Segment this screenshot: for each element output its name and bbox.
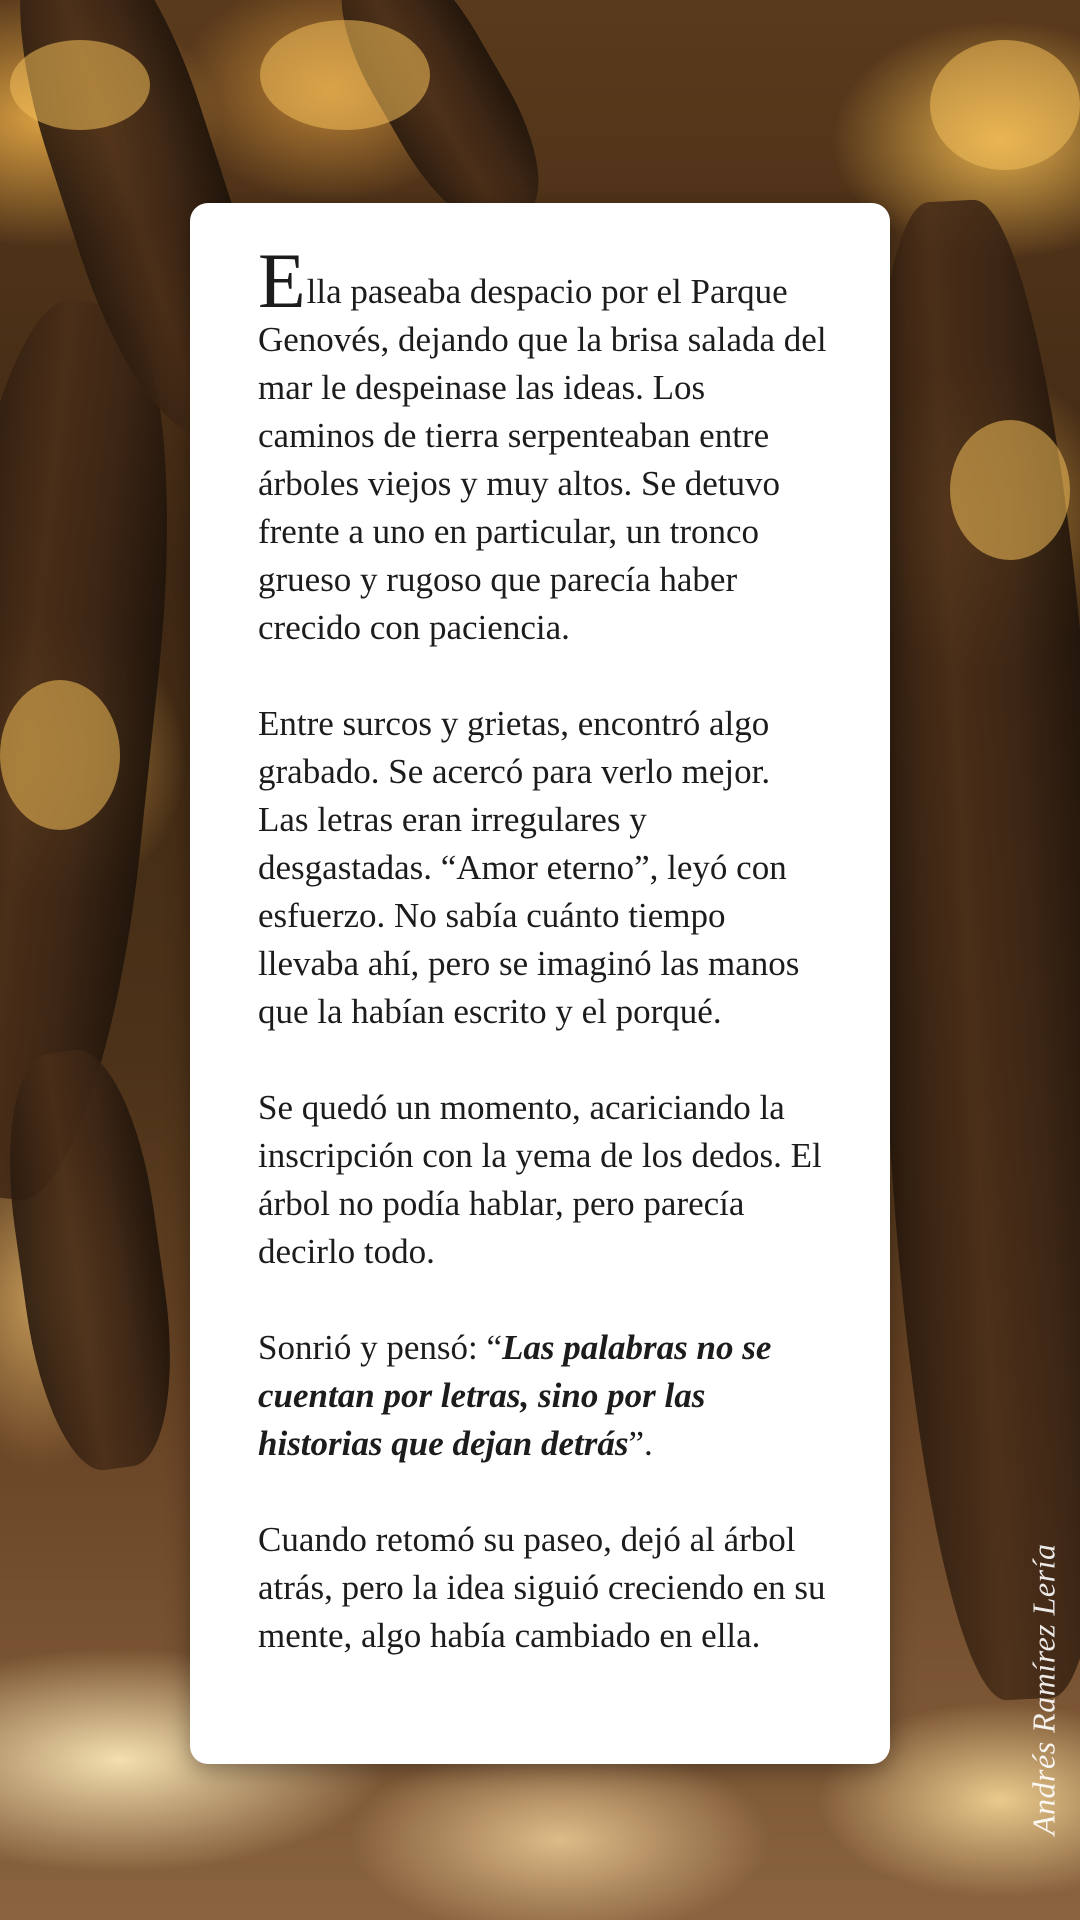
story-paragraph-4 xyxy=(258,1324,828,1468)
story-card xyxy=(190,203,890,1764)
story-paragraph-1 xyxy=(258,237,828,652)
story-paragraph-1-text: lla paseaba despacio por el Parque Genovés, dejando que la brisa salada del mar le despeinase las ideas. Los caminos de tierra serpenteaban entre árboles viejos y muy altos. Se detuvo frente a uno en particular, un tronco grueso y rugoso que parecía haber crecido con paciencia. xyxy=(258,272,827,647)
foliage-highlight xyxy=(950,420,1070,560)
quote-intro: Sonrió y pensó: “ xyxy=(258,1328,503,1367)
foliage-highlight xyxy=(260,20,430,130)
story-paragraph-2: Entre surcos y grietas, encontró algo grabado. Se acercó para verlo mejor. Las letras eran irregulares y desgastadas. “Amor eterno”, leyó con esfuerzo. No sabía cuánto tiempo llevaba ahí, pero se imaginó las manos que la habían escrito y el porqué. xyxy=(258,704,800,1031)
foliage-highlight xyxy=(10,40,150,130)
tree-trunk-lower-left xyxy=(0,1042,189,1477)
highlighted-quote: Las palabras no se cuentan por letras, sino por las historias que dejan detrás xyxy=(258,1328,772,1463)
story-paragraph-5: Cuando retomó su paseo, dejó al árbol atrás, pero la idea siguió creciendo en su mente, algo había cambiado en ella. xyxy=(258,1520,826,1655)
quote-outro: ”. xyxy=(628,1424,653,1463)
drop-cap: E xyxy=(258,237,306,324)
foliage-highlight xyxy=(0,680,120,830)
story-paragraph-3: Se quedó un momento, acariciando la inscripción con la yema de los dedos. El árbol no podía hablar, pero parecía decirlo todo. xyxy=(258,1088,822,1271)
foliage-highlight xyxy=(930,40,1080,170)
author-signature: Andrés Ramírez Lería xyxy=(1025,1543,1061,1835)
